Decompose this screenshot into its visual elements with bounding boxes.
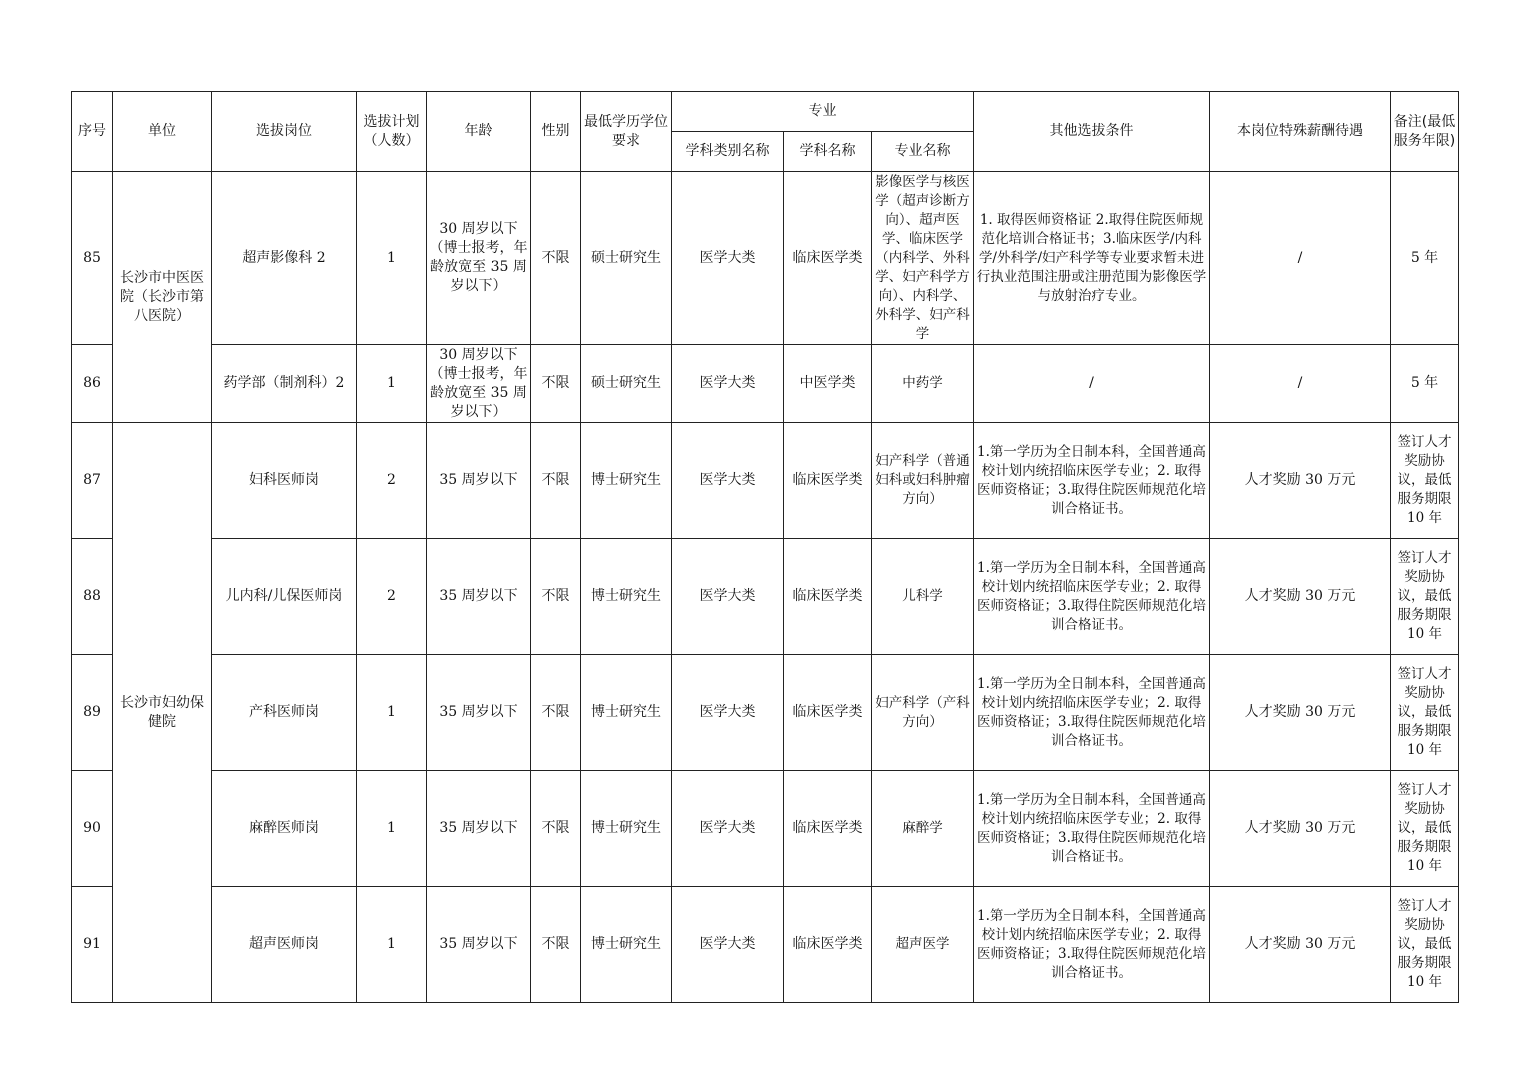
cell-unit: 长沙市中医医院（长沙市第八医院） xyxy=(113,172,212,423)
cell-seq: 89 xyxy=(72,655,113,771)
cell-salary: 人才奖励 30 万元 xyxy=(1210,655,1391,771)
cell-age: 35 周岁以下 xyxy=(427,655,531,771)
cell-unit: 长沙市妇幼保健院 xyxy=(113,423,212,1003)
cell-age: 35 周岁以下 xyxy=(427,887,531,1003)
table-row xyxy=(72,771,1459,887)
table-row xyxy=(72,345,1459,423)
cell-category: 医学大类 xyxy=(672,423,784,539)
cell-category: 医学大类 xyxy=(672,771,784,887)
cell-position: 超声影像科 2 xyxy=(212,172,357,345)
table-row xyxy=(72,172,1459,345)
cell-salary: / xyxy=(1210,345,1391,423)
cell-gender: 不限 xyxy=(531,345,581,423)
cell-subject: 临床医学类 xyxy=(784,423,872,539)
cell-position: 麻醉医师岗 xyxy=(212,771,357,887)
cell-position: 药学部（制剂科）2 xyxy=(212,345,357,423)
cell-seq: 85 xyxy=(72,172,113,345)
cell-plan: 2 xyxy=(357,423,427,539)
cell-gender: 不限 xyxy=(531,172,581,345)
cell-education: 博士研究生 xyxy=(581,539,672,655)
cell-remark: 5 年 xyxy=(1391,345,1459,423)
cell-age: 35 周岁以下 xyxy=(427,539,531,655)
table-row xyxy=(72,887,1459,1003)
table-body xyxy=(72,172,1459,1003)
cell-other: 1.第一学历为全日制本科，全国普通高校计划内统招临床医学专业；2. 取得医师资格证；3.取得住院医师规范化培训合格证书。 xyxy=(974,423,1210,539)
cell-remark: 签订人才奖励协议，最低服务期限 10 年 xyxy=(1391,539,1459,655)
cell-remark: 签订人才奖励协议，最低服务期限 10 年 xyxy=(1391,887,1459,1003)
cell-age: 35 周岁以下 xyxy=(427,771,531,887)
cell-seq: 90 xyxy=(72,771,113,887)
cell-plan: 2 xyxy=(357,539,427,655)
header-gender: 性别 xyxy=(531,92,581,172)
header-position: 选拔岗位 xyxy=(212,92,357,172)
cell-major: 影像医学与核医学（超声诊断方向）、超声医学、临床医学（内科学、外科学、妇产科学方向）、内科学、外科学、妇产科学 xyxy=(872,172,974,345)
cell-subject: 中医学类 xyxy=(784,345,872,423)
cell-seq: 86 xyxy=(72,345,113,423)
cell-salary: 人才奖励 30 万元 xyxy=(1210,887,1391,1003)
cell-education: 博士研究生 xyxy=(581,887,672,1003)
cell-gender: 不限 xyxy=(531,887,581,1003)
cell-salary: 人才奖励 30 万元 xyxy=(1210,771,1391,887)
cell-subject: 临床医学类 xyxy=(784,539,872,655)
cell-other: 1.第一学历为全日制本科，全国普通高校计划内统招临床医学专业；2. 取得医师资格证；3.取得住院医师规范化培训合格证书。 xyxy=(974,887,1210,1003)
cell-gender: 不限 xyxy=(531,423,581,539)
cell-position: 超声医师岗 xyxy=(212,887,357,1003)
cell-age: 35 周岁以下 xyxy=(427,423,531,539)
cell-category: 医学大类 xyxy=(672,345,784,423)
cell-other: 1.第一学历为全日制本科，全国普通高校计划内统招临床医学专业；2. 取得医师资格证；3.取得住院医师规范化培训合格证书。 xyxy=(974,655,1210,771)
header-salary: 本岗位特殊薪酬待遇 xyxy=(1210,92,1391,172)
cell-plan: 1 xyxy=(357,345,427,423)
cell-plan: 1 xyxy=(357,172,427,345)
header-unit: 单位 xyxy=(113,92,212,172)
cell-gender: 不限 xyxy=(531,771,581,887)
cell-category: 医学大类 xyxy=(672,172,784,345)
cell-salary: 人才奖励 30 万元 xyxy=(1210,423,1391,539)
recruitment-table xyxy=(71,91,1459,1003)
header-age: 年龄 xyxy=(427,92,531,172)
cell-major: 妇产科学（普通妇科或妇科肿瘤方向） xyxy=(872,423,974,539)
cell-education: 硕士研究生 xyxy=(581,172,672,345)
cell-remark: 5 年 xyxy=(1391,172,1459,345)
table-header xyxy=(72,92,1459,172)
cell-major: 麻醉学 xyxy=(872,771,974,887)
table-row xyxy=(72,655,1459,771)
cell-gender: 不限 xyxy=(531,655,581,771)
cell-position: 儿内科/儿保医师岗 xyxy=(212,539,357,655)
header-education: 最低学历学位要求 xyxy=(581,92,672,172)
cell-seq: 87 xyxy=(72,423,113,539)
cell-subject: 临床医学类 xyxy=(784,887,872,1003)
cell-seq: 88 xyxy=(72,539,113,655)
cell-education: 博士研究生 xyxy=(581,423,672,539)
header-plan: 选拔计划（人数） xyxy=(357,92,427,172)
table-row xyxy=(72,539,1459,655)
header-major-subject: 学科名称 xyxy=(784,132,872,172)
cell-major: 超声医学 xyxy=(872,887,974,1003)
cell-age: 30 周岁以下（博士报考，年龄放宽至 35 周岁以下） xyxy=(427,172,531,345)
cell-remark: 签订人才奖励协议，最低服务期限 10 年 xyxy=(1391,771,1459,887)
cell-plan: 1 xyxy=(357,887,427,1003)
cell-age: 30 周岁以下（博士报考，年龄放宽至 35 周岁以下） xyxy=(427,345,531,423)
header-other: 其他选拔条件 xyxy=(974,92,1210,172)
cell-category: 医学大类 xyxy=(672,655,784,771)
cell-plan: 1 xyxy=(357,655,427,771)
cell-major: 妇产科学（产科方向） xyxy=(872,655,974,771)
cell-subject: 临床医学类 xyxy=(784,655,872,771)
cell-category: 医学大类 xyxy=(672,539,784,655)
cell-seq: 91 xyxy=(72,887,113,1003)
cell-subject: 临床医学类 xyxy=(784,172,872,345)
cell-position: 产科医师岗 xyxy=(212,655,357,771)
header-major-group: 专业 xyxy=(672,92,974,132)
cell-other: / xyxy=(974,345,1210,423)
cell-other: 1.第一学历为全日制本科，全国普通高校计划内统招临床医学专业；2. 取得医师资格证；3.取得住院医师规范化培训合格证书。 xyxy=(974,539,1210,655)
table-row xyxy=(72,423,1459,539)
cell-subject: 临床医学类 xyxy=(784,771,872,887)
cell-gender: 不限 xyxy=(531,539,581,655)
header-major-name: 专业名称 xyxy=(872,132,974,172)
cell-salary: 人才奖励 30 万元 xyxy=(1210,539,1391,655)
cell-remark: 签订人才奖励协议，最低服务期限 10 年 xyxy=(1391,423,1459,539)
cell-education: 硕士研究生 xyxy=(581,345,672,423)
cell-category: 医学大类 xyxy=(672,887,784,1003)
cell-position: 妇科医师岗 xyxy=(212,423,357,539)
header-major-category: 学科类别名称 xyxy=(672,132,784,172)
cell-education: 博士研究生 xyxy=(581,771,672,887)
cell-major: 中药学 xyxy=(872,345,974,423)
cell-other: 1. 取得医师资格证 2.取得住院医师规范化培训合格证书；3.临床医学/内科学/外科学/妇产科学等专业要求暂未进行执业范围注册或注册范围为影像医学与放射治疗专业。 xyxy=(974,172,1210,345)
header-remark: 备注(最低服务年限) xyxy=(1391,92,1459,172)
cell-other: 1.第一学历为全日制本科，全国普通高校计划内统招临床医学专业；2. 取得医师资格证；3.取得住院医师规范化培训合格证书。 xyxy=(974,771,1210,887)
cell-plan: 1 xyxy=(357,771,427,887)
header-seq: 序号 xyxy=(72,92,113,172)
cell-major: 儿科学 xyxy=(872,539,974,655)
cell-salary: / xyxy=(1210,172,1391,345)
cell-education: 博士研究生 xyxy=(581,655,672,771)
cell-remark: 签订人才奖励协议，最低服务期限 10 年 xyxy=(1391,655,1459,771)
